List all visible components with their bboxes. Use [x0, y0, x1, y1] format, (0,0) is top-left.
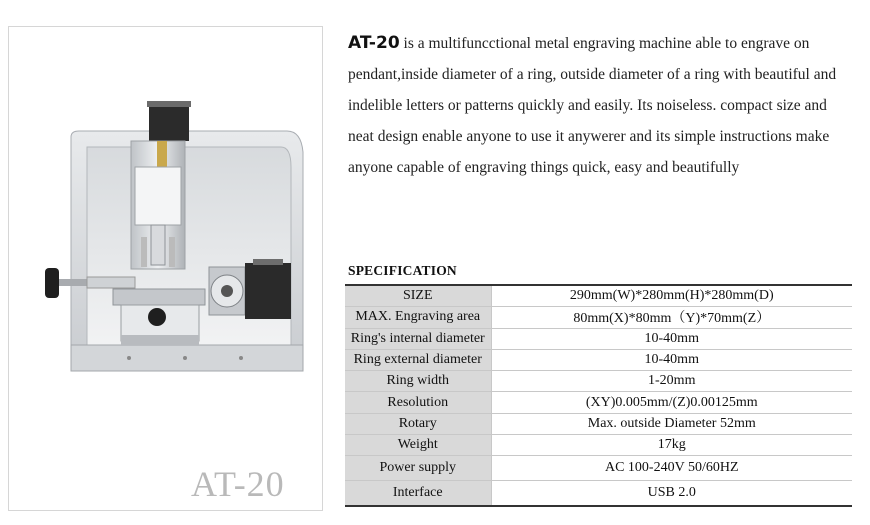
spec-value: 290mm(W)*280mm(H)*280mm(D): [491, 285, 852, 307]
table-row: [345, 371, 852, 392]
table-row: [345, 392, 852, 413]
spec-value: AC 100-240V 50/60HZ: [491, 456, 852, 481]
spec-label: SIZE: [345, 285, 491, 307]
table-row: [345, 413, 852, 434]
model-label: AT-20: [191, 464, 285, 504]
table-row: [345, 435, 852, 456]
spec-label: Ring external diameter: [345, 349, 491, 370]
spec-label: Ring's internal diameter: [345, 328, 491, 349]
table-row: [345, 481, 852, 507]
spec-value: 10-40mm: [491, 328, 852, 349]
spec-label: MAX. Engraving area: [345, 307, 491, 328]
spec-value: 10-40mm: [491, 349, 852, 370]
spec-label: Resolution: [345, 392, 491, 413]
spec-label: Interface: [345, 481, 491, 507]
product-image-panel: [8, 26, 323, 511]
engraving-machine-image: [9, 27, 324, 512]
spec-label: Rotary: [345, 413, 491, 434]
spec-value: (XY)0.005mm/(Z)0.00125mm: [491, 392, 852, 413]
table-row: [345, 328, 852, 349]
table-row: [345, 307, 852, 328]
product-description: [348, 28, 853, 183]
description-model-name: AT-20: [348, 33, 400, 53]
spec-value: 80mm(X)*80mm（Y)*70mm(Z）: [491, 307, 852, 328]
specification-title: SPECIFICATION: [348, 263, 457, 278]
table-row: [345, 349, 852, 370]
spec-value: 17kg: [491, 435, 852, 456]
spec-value: USB 2.0: [491, 481, 852, 507]
spec-value: Max. outside Diameter 52mm: [491, 413, 852, 434]
spec-label: Ring width: [345, 371, 491, 392]
spec-label: Weight: [345, 435, 491, 456]
spec-value: 1-20mm: [491, 371, 852, 392]
spec-label: Power supply: [345, 456, 491, 481]
table-row: [345, 285, 852, 307]
table-row: [345, 456, 852, 481]
description-text: is a multifuncctional metal engraving machine able to engrave on pendant,inside diameter of a ring, outside diameter of a ring with beautiful and indelible letters or patterns quickly and easily. Its noiseless. compact size and neat design enable anyone to use it anywerer and its simple instructions make anyone capable of engraving things quick, easy and beautifully: [348, 35, 837, 176]
specification-table: [345, 284, 852, 507]
